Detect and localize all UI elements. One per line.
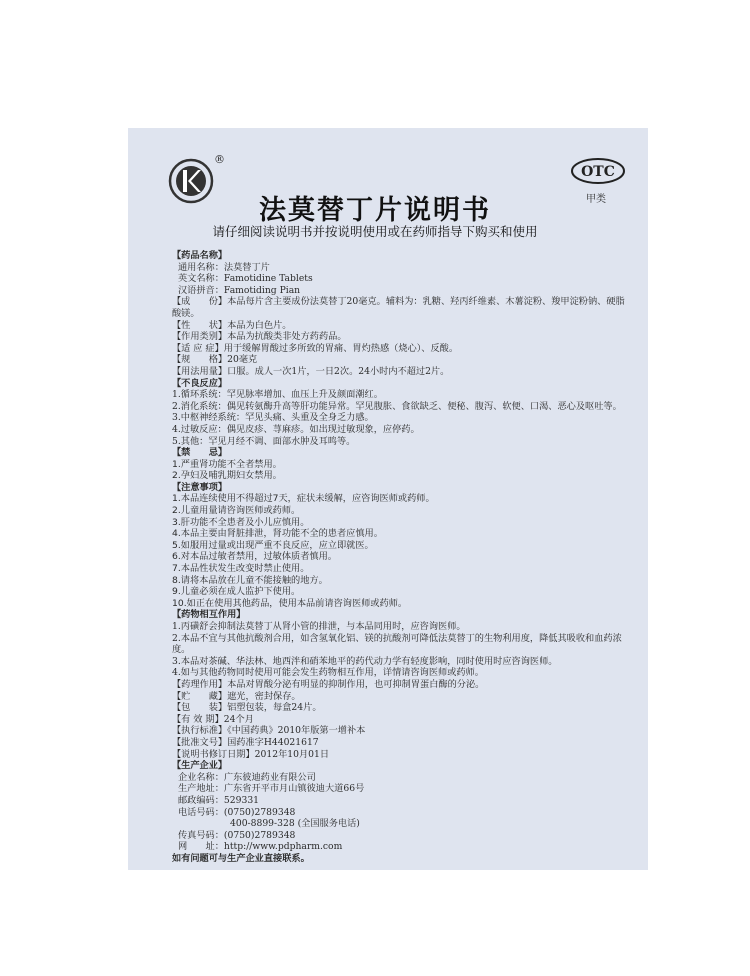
- generic-name: 通用名称：法莫替丁片: [178, 261, 270, 273]
- precaution-item: 2.儿童用量请咨询医师或药师。: [172, 505, 301, 517]
- category: 【作用类别】本品为抗酸类非处方药药品。: [172, 331, 347, 343]
- pharmacology: 【药理作用】本品对胃酸分泌有明显的抑制作用，也可抑制胃蛋白酶的分泌。: [172, 678, 485, 690]
- fax: 传真号码：(0750)2789348: [178, 829, 296, 841]
- adverse-item: 1.循环系统：罕见脉率增加、血压上升及颜面潮红。: [172, 389, 383, 401]
- document-subtitle: 请仔细阅读说明书并按说明使用或在药师指导下购买和使用: [212, 224, 538, 239]
- phone: 电话号码：(0750)2789348: [178, 806, 296, 818]
- revision-date: 【说明书修订日期】2012年10月01日: [172, 748, 330, 760]
- document-title: 法莫替丁片说明书: [259, 195, 491, 226]
- validity: 【有 效 期】24个月: [172, 713, 254, 725]
- precaution-item: 9.儿童必须在成人监护下使用。: [172, 586, 301, 598]
- contact-note: 如有问题可与生产企业直接联系。: [172, 852, 310, 864]
- adverse-item: 5.其他：罕见月经不调、面部水肿及耳鸣等。: [172, 435, 356, 447]
- registered-mark: ®: [214, 153, 225, 166]
- otc-badge: [570, 157, 626, 185]
- contraindications-heading: 【禁 忌】: [172, 447, 228, 459]
- company-address: 生产地址：广东省开平市月山镇彼迪大道66号: [178, 783, 365, 795]
- interactions-heading: 【药物相互作用】: [172, 609, 246, 621]
- precaution-item: 10.如正在使用其他药品，使用本品前请咨询医师或药师。: [172, 597, 408, 609]
- precaution-item: 6.对本品过敏者禁用，过敏体质者慎用。: [172, 551, 337, 563]
- precautions-heading: 【注意事项】: [172, 481, 228, 493]
- pinyin-name: 汉语拼音：Famotiding Pian: [178, 284, 301, 296]
- interaction-item: 1.丙磺舒会抑制法莫替丁从肾小管的排泄，与本品同用时，应咨询医师。: [172, 621, 466, 632]
- company-name: 企业名称：广东彼迪药业有限公司: [178, 771, 316, 783]
- storage: 【贮 藏】遮光，密封保存。: [172, 690, 301, 702]
- precaution-item: 5.如服用过量或出现严重不良反应，应立即就医。: [172, 539, 374, 551]
- drug-name-heading: 【药品名称】: [172, 250, 228, 261]
- composition: 【成 份】本品每片含主要成份法莫替丁20毫克。辅料为：乳糖、羟丙纤维素、木薯淀粉、羧甲淀粉钠、硬脂酸镁。: [172, 296, 625, 319]
- adverse-heading: 【不良反应】: [172, 377, 228, 389]
- interaction-item: 2.本品不宜与其他抗酸剂合用，如含氢氧化铝、镁的抗酸剂可降低法莫替丁的生物利用度，降低其吸收和血药浓度。: [172, 632, 622, 656]
- indication: 【适 应 症】用于缓解胃酸过多所致的胃痛、胃灼热感（烧心）、反酸。: [172, 342, 459, 354]
- interaction-item: 4.如与其他药物同时使用可能会发生药物相互作用，详情请咨询医师或药师。: [172, 667, 484, 679]
- precaution-item: 4.本品主要由肾脏排泄，肾功能不全的患者应慎用。: [172, 528, 383, 540]
- service-phone: 400-8899-328 (全国服务电话): [230, 818, 360, 830]
- precaution-item: 8.请将本品放在儿童不能接触的地方。: [172, 574, 328, 586]
- package: 【包 装】铝塑包装，每盒24片。: [172, 702, 322, 714]
- precaution-item: 1.本品连续使用不得超过7天，症状未缓解，应咨询医师或药师。: [172, 493, 435, 505]
- contraindication-item: 2.孕妇及哺乳期妇女禁用。: [172, 470, 282, 482]
- manufacturer-heading: 【生产企业】: [172, 760, 228, 772]
- english-name: 英文名称：Famotidine Tablets: [178, 273, 313, 285]
- otc-category: 甲类: [586, 194, 606, 205]
- adverse-item: 3.中枢神经系统：罕见头痛、头重及全身乏力感。: [172, 412, 374, 424]
- standard: 【执行标准】《中国药典》2010年版第一增补本: [172, 725, 366, 737]
- specification: 【规 格】20毫克: [172, 354, 258, 366]
- otc-label: OTC: [581, 164, 615, 180]
- postcode: 邮政编码：529331: [178, 794, 260, 806]
- dosage: 【用法用量】口服。成人一次1片，一日2次。24小时内不超过2片。: [172, 365, 450, 377]
- adverse-item: 2.消化系统：偶见转氨酶升高等肝功能异常。罕见腹胀、食欲缺乏、便秘、腹泻、软便、口渴、恶心及呕吐等。: [172, 400, 622, 412]
- approval: 【批准文号】国药准字H44021617: [172, 736, 319, 748]
- precaution-item: 3.肝功能不全患者及小儿应慎用。: [172, 516, 310, 528]
- leaflet-content: [172, 250, 632, 864]
- character: 【性 状】本品为白色片。: [172, 319, 292, 331]
- precaution-item: 7.本品性状发生改变时禁止使用。: [172, 563, 310, 575]
- adverse-item: 4.过敏反应：偶见皮疹、荨麻疹。如出现过敏现象，应停药。: [172, 423, 420, 435]
- interaction-item: 3.本品对茶碱、华法林、地西泮和硝苯地平的药代动力学有轻度影响，同时使用时应咨询医师。: [172, 655, 558, 667]
- contraindication-item: 1.严重肾功能不全者禁用。: [172, 458, 282, 470]
- website: 网 址：http://www.pdpharm.com: [178, 841, 343, 853]
